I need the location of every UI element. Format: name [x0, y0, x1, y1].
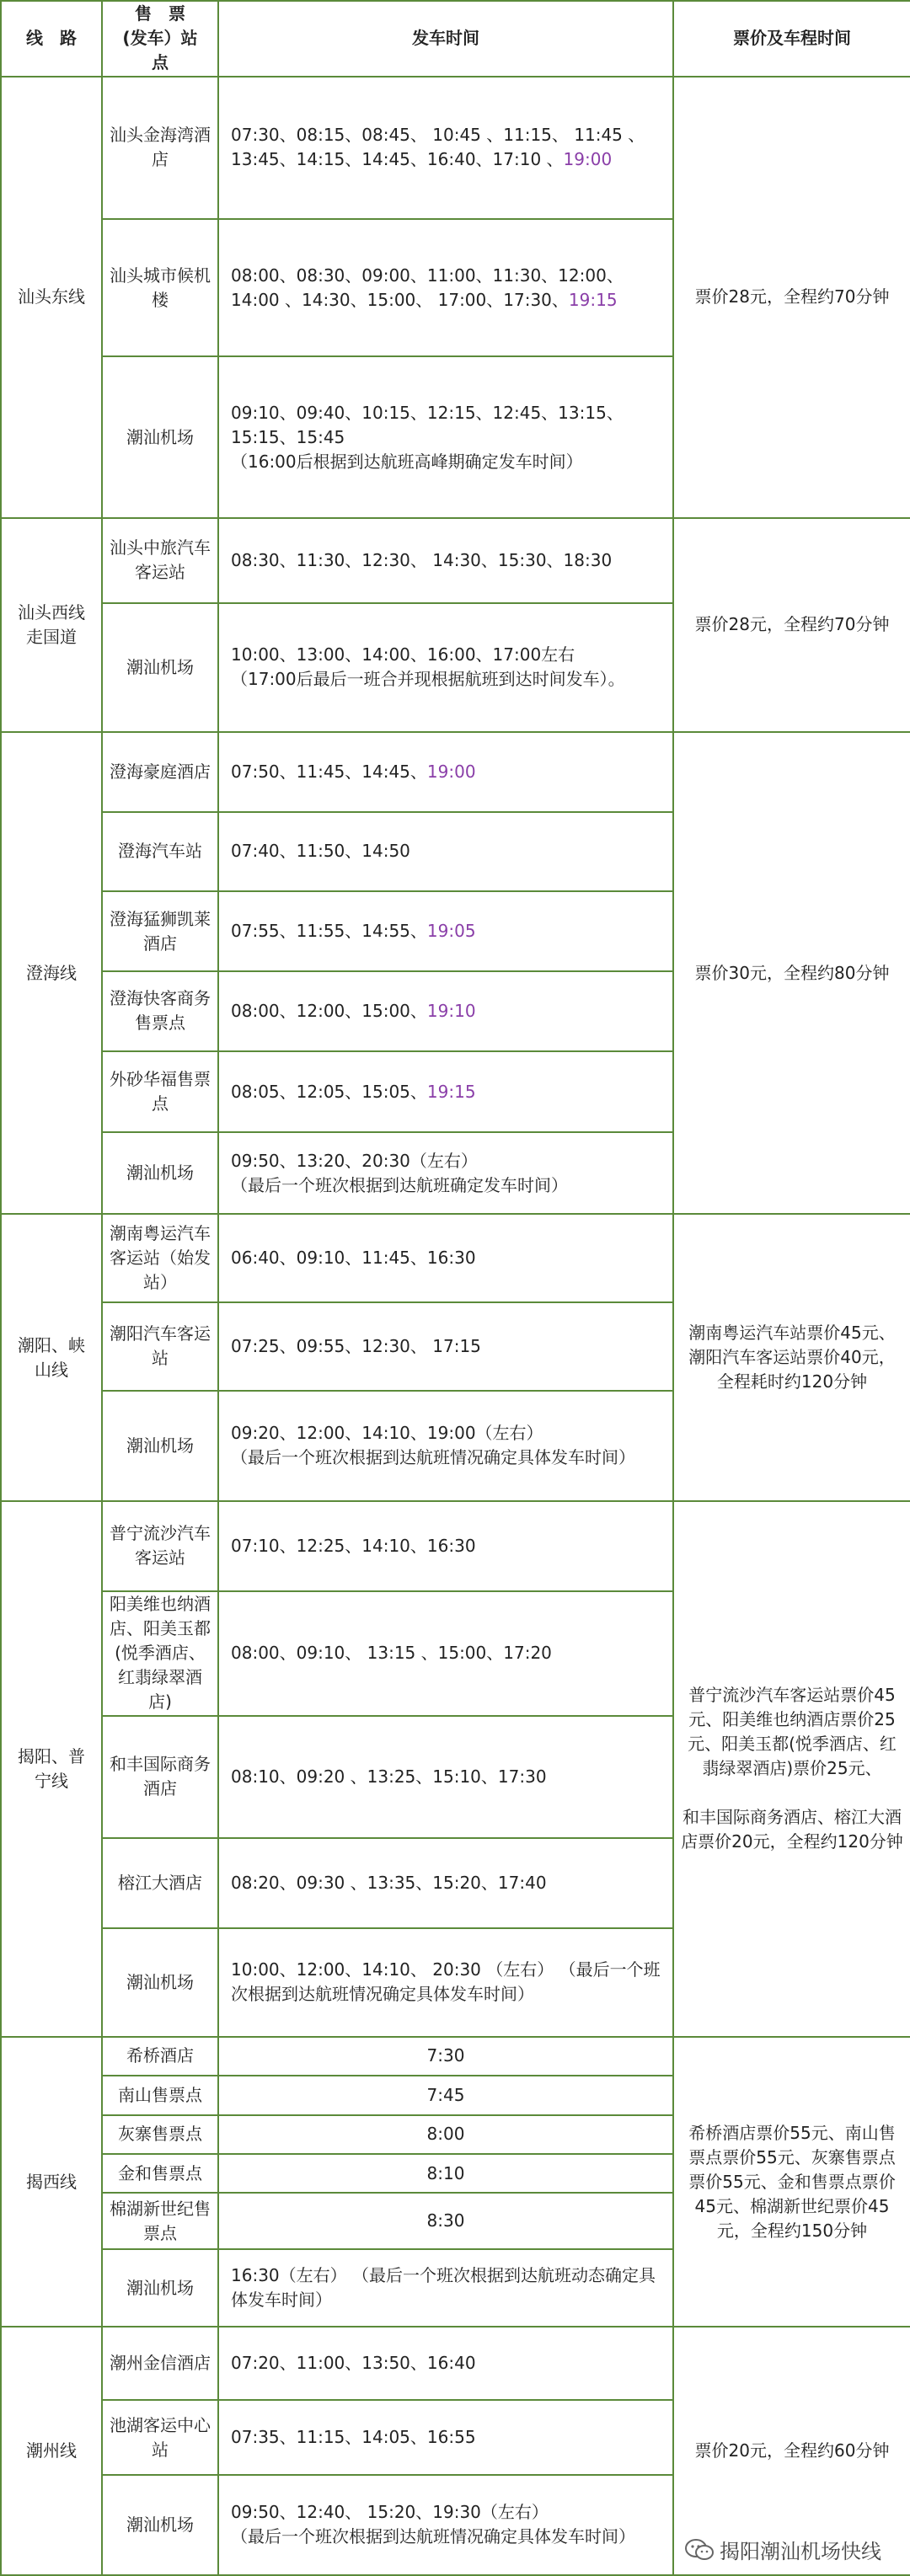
times-text: 8:00	[426, 2124, 465, 2145]
route-name: 汕头西线走国道	[1, 518, 102, 732]
route-price: 潮南粤运汽车站票价45元、潮阳汽车客运站票价40元，全程耗时约120分钟	[673, 1214, 910, 1501]
times-note: （最后一个班次根据到达航班确定发车时间）	[231, 1174, 568, 1195]
station-name: 澄海汽车站	[102, 812, 218, 892]
departure-times	[218, 971, 673, 1051]
times-text: 07:25、09:55、12:30、 17:15	[231, 1335, 481, 1356]
times-text: 07:10、12:25、14:10、16:30	[231, 1535, 476, 1556]
departure-times	[218, 1501, 673, 1591]
times-note: （最后一个班次根据到达航班情况确定具体发车时间）	[231, 2526, 635, 2547]
departure-times	[218, 2400, 673, 2475]
times-text: 08:05、12:05、15:05、	[231, 1081, 427, 1102]
departure-times	[218, 2327, 673, 2400]
route-name: 揭西线	[1, 2037, 102, 2327]
route-name: 澄海线	[1, 732, 102, 1214]
departure-times	[218, 1928, 673, 2037]
station-name: 阳美维也纳酒店、阳美玉都(悦季酒店、红翡绿翠酒店)	[102, 1591, 218, 1716]
times-text: 08:10、09:20 、13:25、15:10、17:30	[231, 1766, 547, 1787]
times-text: 10:00、12:00、14:10、 20:30 （左右） （最后一个班次根据到达航班情况确定具体发车时间）	[231, 1959, 661, 2005]
table-row	[1, 1214, 910, 1302]
route-price: 票价20元，全程约60分钟	[673, 2327, 910, 2575]
station-name: 汕头中旅汽车客运站	[102, 518, 218, 603]
table-row	[1, 2327, 910, 2400]
station-name: 潮汕机场	[102, 603, 218, 732]
header-times: 发车时间	[218, 1, 673, 77]
evening-time: 19:00	[426, 761, 476, 782]
times-note: （17:00后最后一班合并现根据航班到达时间发车）。	[231, 669, 625, 690]
departure-times	[218, 2115, 673, 2154]
times-text: 8:30	[426, 2210, 465, 2231]
station-name: 潮阳汽车客运站	[102, 1302, 218, 1391]
times-note: （16:00后根据到达航班高峰期确定发车时间）	[231, 451, 583, 472]
station-name: 澄海快客商务售票点	[102, 971, 218, 1051]
table-row	[1, 77, 910, 219]
times-text: 07:50、11:45、14:45、	[231, 761, 427, 782]
route-price: 普宁流沙汽车客运站票价45元、阳美维也纳酒店票价25元、阳美玉都(悦季酒店、红翡绿翠酒店)票价25元、 和丰国际商务酒店、榕江大酒店票价20元，全程约120分钟	[673, 1501, 910, 2037]
route-name: 潮阳、峡山线	[1, 1214, 102, 1501]
table-row	[1, 732, 910, 812]
departure-times	[218, 603, 673, 732]
route-name: 潮州线	[1, 2327, 102, 2575]
header-line: 线 路	[1, 1, 102, 77]
station-name: 汕头城市候机楼	[102, 219, 218, 356]
station-name: 潮汕机场	[102, 2475, 218, 2575]
departure-times	[218, 1838, 673, 1928]
departure-times	[218, 812, 673, 892]
station-name: 金和售票点	[102, 2154, 218, 2193]
times-text: 09:20、12:00、14:10、19:00（左右）	[231, 1423, 543, 1444]
times-text: 10:00、13:00、14:00、16:00、17:00左右	[231, 644, 575, 665]
station-name: 潮州金信酒店	[102, 2327, 218, 2400]
route-name: 揭阳、普宁线	[1, 1501, 102, 2037]
times-text: 07:30、08:15、08:45、 10:45 、11:15、 11:45 、13:45、14:15、14:45、16:40、17:10 、	[231, 125, 645, 170]
departure-times	[218, 219, 673, 356]
departure-times	[218, 1214, 673, 1302]
times-text: 09:50、12:40、 15:20、19:30（左右）	[231, 2502, 549, 2523]
station-name: 潮汕机场	[102, 1132, 218, 1214]
times-text: 07:40、11:50、14:50	[231, 841, 410, 862]
table-row	[1, 518, 910, 603]
times-note: （最后一个班次根据到达航班情况确定具体发车时间）	[231, 1447, 635, 1468]
route-price: 票价30元，全程约80分钟	[673, 732, 910, 1214]
station-name: 潮汕机场	[102, 2249, 218, 2327]
departure-times	[218, 356, 673, 518]
departure-times	[218, 2249, 673, 2327]
header-station: 售 票 (发车）站 点	[102, 1, 218, 77]
watermark	[684, 2535, 881, 2564]
evening-time: 19:05	[426, 921, 476, 942]
times-text: 07:35、11:15、14:05、16:55	[231, 2427, 476, 2447]
station-name: 普宁流沙汽车客运站	[102, 1501, 218, 1591]
station-name: 澄海猛狮凯莱酒店	[102, 891, 218, 971]
route-price: 希桥酒店票价55元、南山售票点票价55元、灰寨售票点票价55元、金和售票点票价45元、棉湖新世纪票价45元，全程约150分钟	[673, 2037, 910, 2327]
watermark-text: 揭阳潮汕机场快线	[720, 2540, 881, 2563]
station-name: 榕江大酒店	[102, 1838, 218, 1928]
times-text: 09:50、13:20、20:30（左右）	[231, 1150, 478, 1171]
times-text: 09:10、09:40、10:15、12:15、12:45、13:15、15:15、15:45	[231, 402, 624, 447]
departure-times	[218, 1716, 673, 1838]
times-text: 08:00、09:10、 13:15 、15:00、17:20	[231, 1643, 552, 1664]
station-name: 澄海豪庭酒店	[102, 732, 218, 812]
times-text: 08:00、12:00、15:00、	[231, 1000, 427, 1021]
station-name: 潮汕机场	[102, 1928, 218, 2037]
station-name: 潮南粤运汽车客运站（始发站）	[102, 1214, 218, 1302]
departure-times	[218, 2475, 673, 2575]
evening-time: 19:15	[426, 1081, 476, 1102]
station-name: 外砂华福售票点	[102, 1051, 218, 1133]
times-text: 07:20、11:00、13:50、16:40	[231, 2353, 476, 2374]
times-text: 16:30（左右） （最后一个班次根据到达航班动态确定具体发车时间）	[231, 2265, 656, 2311]
table-row	[1, 1501, 910, 1591]
times-text: 08:30、11:30、12:30、 14:30、15:30、18:30	[231, 549, 613, 570]
evening-time: 19:15	[568, 289, 618, 310]
route-name: 汕头东线	[1, 77, 102, 518]
times-text: 8:10	[426, 2162, 465, 2183]
times-text: 7:45	[426, 2084, 465, 2105]
table-row	[1, 2037, 910, 2076]
departure-times	[218, 77, 673, 219]
times-text: 08:20、09:30 、13:35、15:20、17:40	[231, 1872, 547, 1893]
departure-times	[218, 2154, 673, 2193]
station-name: 灰寨售票点	[102, 2115, 218, 2154]
header-price: 票价及车程时间	[673, 1, 910, 77]
route-price: 票价28元，全程约70分钟	[673, 77, 910, 518]
departure-times	[218, 2037, 673, 2076]
station-name: 潮汕机场	[102, 1391, 218, 1501]
station-name: 潮汕机场	[102, 356, 218, 518]
station-name: 和丰国际商务酒店	[102, 1716, 218, 1838]
departure-times	[218, 891, 673, 971]
departure-times	[218, 1302, 673, 1391]
evening-time: 19:00	[563, 149, 613, 170]
departure-times	[218, 1132, 673, 1214]
departure-times	[218, 518, 673, 603]
departure-times	[218, 732, 673, 812]
wechat-icon	[684, 2538, 715, 2562]
route-price: 票价28元，全程约70分钟	[673, 518, 910, 732]
departure-times	[218, 2193, 673, 2249]
departure-times	[218, 1591, 673, 1716]
station-name: 南山售票点	[102, 2076, 218, 2114]
times-text: 7:30	[426, 2045, 465, 2066]
times-text: 07:55、11:55、14:55、	[231, 921, 427, 942]
station-name: 希桥酒店	[102, 2037, 218, 2076]
evening-time: 19:10	[426, 1000, 476, 1021]
departure-times	[218, 2076, 673, 2114]
times-text: 06:40、09:10、11:45、16:30	[231, 1248, 476, 1269]
departure-times	[218, 1051, 673, 1133]
departure-times	[218, 1391, 673, 1501]
header-row	[1, 1, 910, 77]
station-name: 棉湖新世纪售票点	[102, 2193, 218, 2249]
station-name: 汕头金海湾酒店	[102, 77, 218, 219]
times-text: 08:00、08:30、09:00、11:00、11:30、12:00、 14:00 、14:30、15:00、 17:00、17:30、	[231, 265, 624, 310]
station-name: 池湖客运中心站	[102, 2400, 218, 2475]
